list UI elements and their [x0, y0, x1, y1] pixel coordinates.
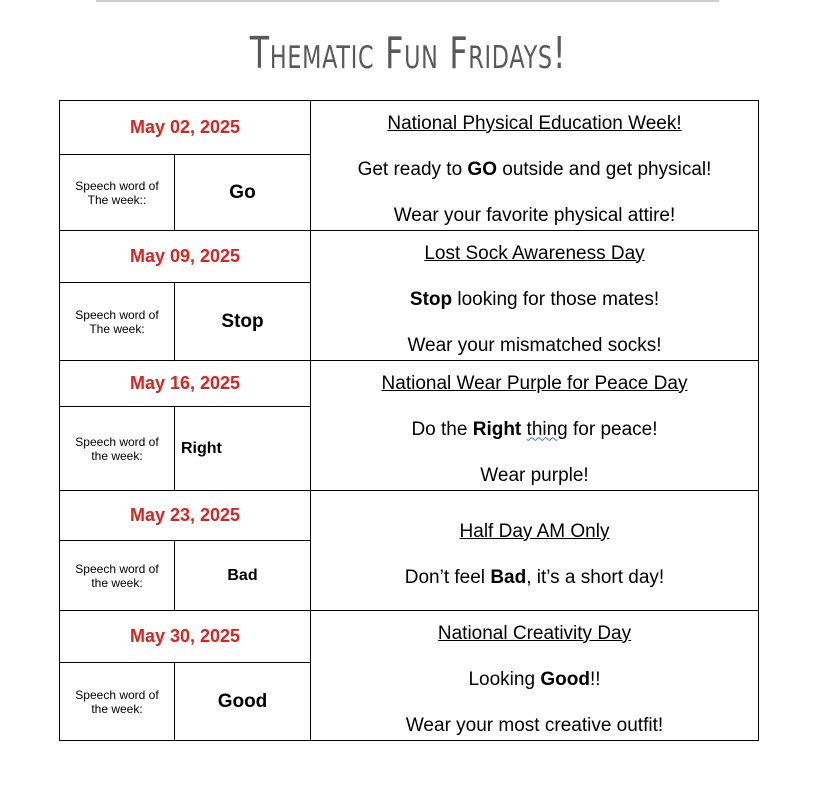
spellcheck-underline: thing	[526, 418, 568, 440]
week-2-speech-word: Stop	[175, 283, 311, 361]
week-1-line-2: Wear your favorite physical attire!	[393, 204, 676, 226]
week-5-date-row	[60, 611, 759, 663]
week-2-date: May 09, 2025	[60, 231, 311, 283]
week-4-speech-label: Speech word of the week:	[60, 541, 175, 611]
week-5-theme: National Creativity Day	[437, 622, 632, 644]
week-5-description	[311, 611, 759, 741]
week-2-bold-word: Stop	[409, 288, 453, 310]
week-3-speech-label: Speech word of the week:	[60, 407, 175, 491]
week-2-description	[311, 231, 759, 361]
page-title: Thematic Fun Fridays!	[249, 28, 567, 79]
week-2-line-2: Wear your mismatched socks!	[407, 334, 662, 356]
week-5-date: May 30, 2025	[60, 611, 311, 663]
week-3-date-row	[60, 361, 759, 407]
week-3-theme: National Wear Purple for Peace Day	[381, 372, 688, 394]
week-5-speech-label: Speech word of the week:	[60, 663, 175, 741]
week-5-line-2: Wear your most creative outfit!	[405, 714, 664, 736]
week-3-description	[311, 361, 759, 491]
week-1-date: May 02, 2025	[60, 101, 311, 155]
week-5-line-1: Looking Good!!	[468, 668, 601, 690]
week-1-theme: National Physical Education Week!	[387, 112, 682, 134]
week-4-theme: Half Day AM Only	[459, 520, 610, 542]
week-3-bold-word: Right	[472, 418, 522, 440]
week-3-line-1: Do the Right thing for peace!	[411, 418, 658, 440]
schedule-table	[59, 100, 759, 741]
week-1-description	[311, 101, 759, 231]
week-5-bold-word: Good	[540, 668, 590, 690]
top-divider	[96, 0, 719, 2]
week-3-speech-word: Right	[175, 407, 311, 491]
week-2-theme: Lost Sock Awareness Day	[424, 242, 645, 264]
week-3-date: May 16, 2025	[60, 361, 311, 407]
week-1-speech-word: Go	[175, 155, 311, 231]
week-3-line-2: Wear purple!	[480, 464, 589, 486]
week-1-bold-word: GO	[467, 158, 497, 180]
week-5-speech-word: Good	[175, 663, 311, 741]
week-4-line-1: Don’t feel Bad, it’s a short day!	[404, 566, 665, 588]
week-2-date-row	[60, 231, 759, 283]
week-4-date: May 23, 2025	[60, 491, 311, 541]
week-4-date-row	[60, 491, 759, 541]
week-2-line-1: Stop looking for those mates!	[409, 288, 660, 310]
week-1-speech-label: Speech word of The week::	[60, 155, 175, 231]
week-1-line-1: Get ready to GO outside and get physical!	[357, 158, 712, 180]
week-4-speech-word: Bad	[175, 541, 311, 611]
week-2-speech-label: Speech word of The week:	[60, 283, 175, 361]
week-1-date-row	[60, 101, 759, 155]
week-4-description	[311, 491, 759, 611]
week-4-bold-word: Bad	[490, 566, 527, 588]
